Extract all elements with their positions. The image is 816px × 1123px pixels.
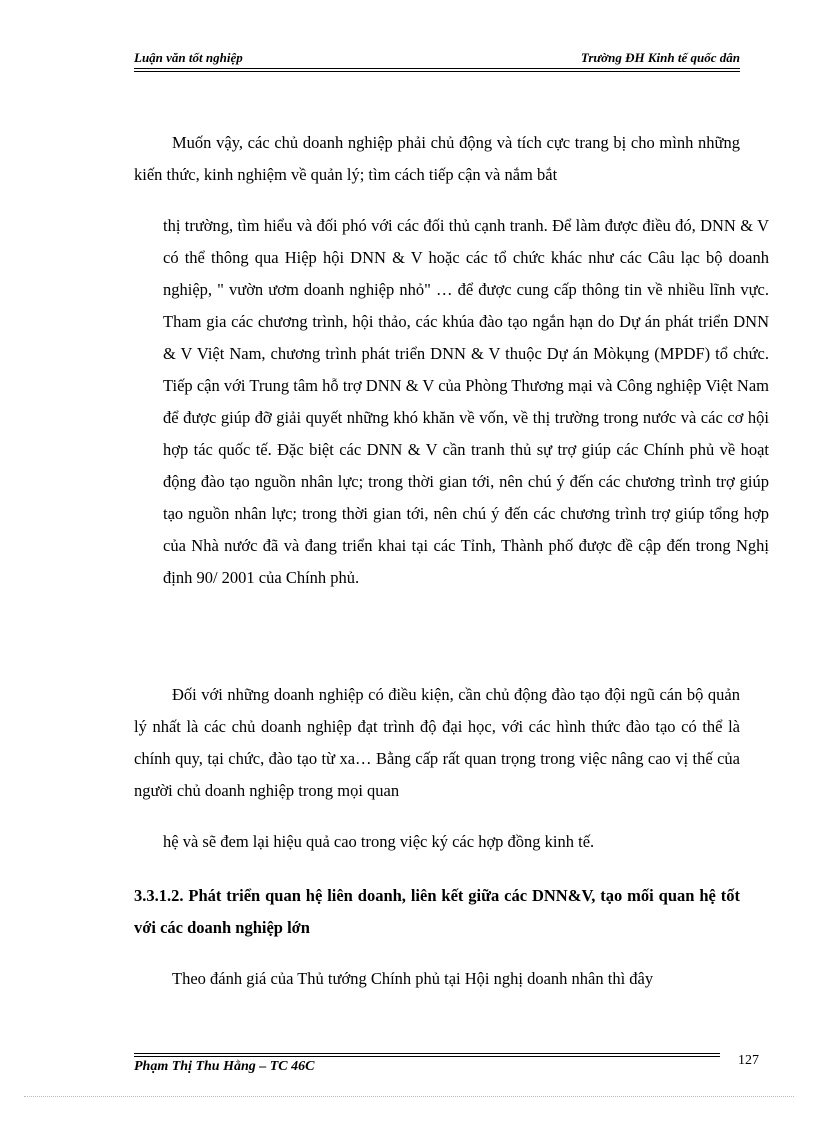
header-rule xyxy=(134,68,740,69)
paragraph-1: Muốn vậy, các chủ doanh nghiệp phải chủ động và tích cực trang bị cho mình những kiến thức, kinh nghiệm về quản lý; tìm cách tiếp cận và nắm bắt xyxy=(134,133,740,184)
footer-rule xyxy=(134,1053,720,1054)
footer-rule-thin xyxy=(134,1056,720,1057)
paragraph-5: Theo đánh giá của Thủ tướng Chính phủ tại Hội nghị doanh nhân thì đây xyxy=(172,969,654,988)
page-number: 127 xyxy=(738,1053,759,1068)
section-heading: 3.3.1.2. Phát triển quan hệ liên doanh, liên kết giữa các DNN&V, tạo mối quan hệ tốt với các doanh nghiệp lớn xyxy=(134,886,740,937)
paragraph-2: thị trường, tìm hiểu và đối phó với các đối thủ cạnh tranh. Để làm được điều đó, DNN & V có thể thông qua Hiệp hội DNN & V hoặc các tổ chức khác như các Câu lạc bộ doanh nghiệp, " vườn ươm doanh nghiệp nhỏ" … để được cung cấp thông tin về nhiều lĩnh vực. Tham gia các chương trình, hội thảo, các khúa đào tạo ngắn hạn do Dự án phát triển DNN & V Việt Nam, chương trình phát triển DNN & V thuộc Dự án Mòkụng (MPDF) tổ chức. Tiếp cận với Trung tâm hỗ trợ DNN & V của Phòng Thương mại và Công nghiệp Việt Nam để được giúp đỡ giải quyết những khó khăn về vốn, về thị trường trong nước và các cơ hội hợp tác quốc tế. Đặc biệt các DNN & V cần tranh thủ sự trợ giúp các Chính phủ về hoạt động đào tạo nguồn nhân lực; trong thời gian tới, nên chú ý đến các chương trình trợ giúp tạo nguồn nhân lực; trong thời gian tới, nên chú ý đến các chương trình trợ giúp tổng hợp của Nhà nước đã và đang triển khai tại các Tỉnh, Thành phố được đề cập đến trong Nghị định 90/ 2001 của Chính phủ. xyxy=(163,216,769,587)
header-thesis-label: Luận văn tốt nghiệp xyxy=(134,50,243,65)
page-bottom-edge xyxy=(24,1096,794,1097)
header-rule-thin xyxy=(134,71,740,72)
paragraph-4: hệ và sẽ đem lại hiệu quả cao trong việc ký các hợp đồng kinh tế. xyxy=(163,832,595,851)
paragraph-3: Đối với những doanh nghiệp có điều kiện, cần chủ động đào tạo đội ngũ cán bộ quản lý nhất là các chủ doanh nghiệp đạt trình độ đại học, với các hình thức đào tạo có thể là chính quy, tại chức, đào tạo từ xa… Bằng cấp rất quan trọng trong việc nâng cao vị thế của người chủ doanh nghiệp trong mọi quan xyxy=(134,685,740,800)
header-university: Trường ĐH Kinh tế quốc dân xyxy=(580,50,740,65)
footer-author: Phạm Thị Thu Hằng – TC 46C xyxy=(134,1059,315,1074)
